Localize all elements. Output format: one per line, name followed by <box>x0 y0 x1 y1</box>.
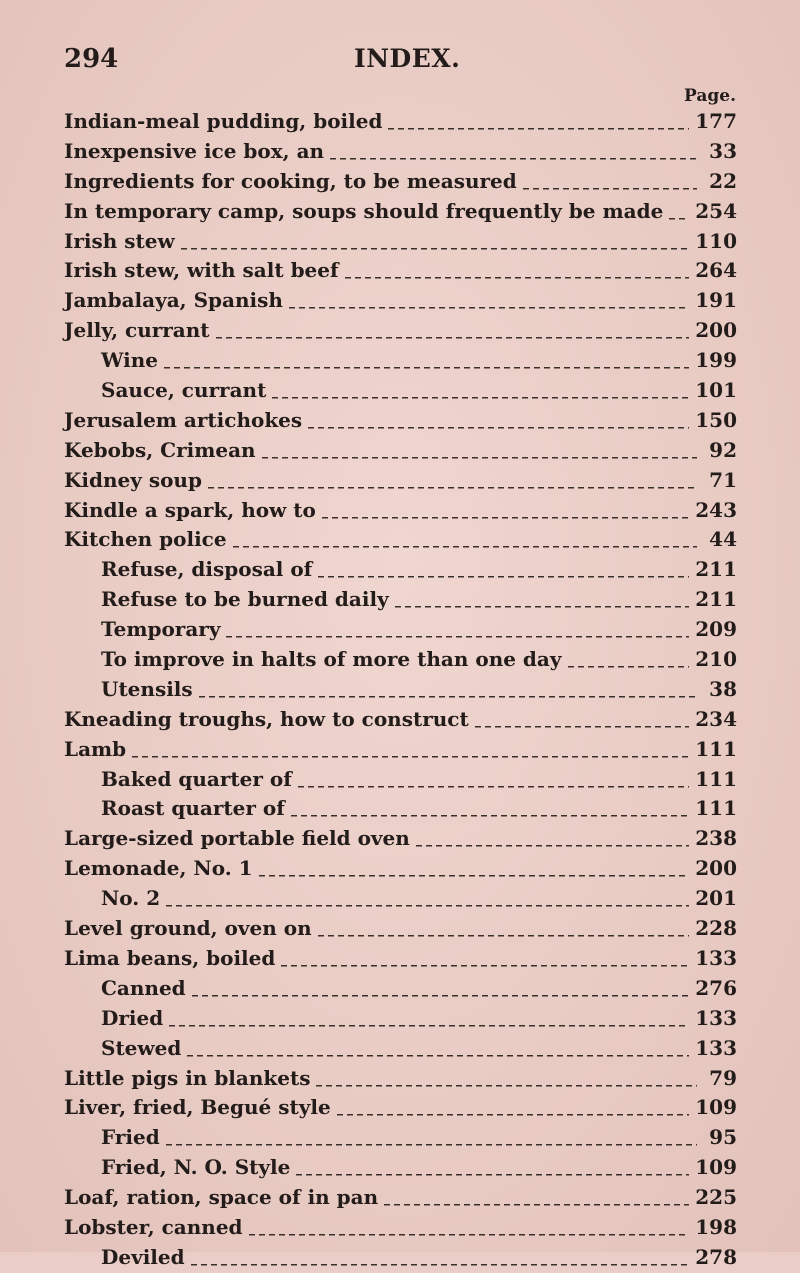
index-subentry <box>64 1123 737 1153</box>
entry-page: 225 <box>695 1185 737 1210</box>
entry-label: Lobster, canned <box>64 1214 243 1239</box>
index-entry <box>64 197 737 227</box>
dot-leader <box>388 107 689 137</box>
entry-page: 177 <box>695 109 737 133</box>
index-entry <box>64 1183 737 1213</box>
entry-page: 111 <box>695 766 737 791</box>
page-column-label: Page. <box>684 86 736 106</box>
dot-leader <box>523 167 697 197</box>
entry-page: 211 <box>695 587 737 612</box>
entry-label: Refuse, disposal of <box>101 557 313 582</box>
entry-label: Loaf, ration, space of in pan <box>64 1185 379 1210</box>
entry-page: 22 <box>709 168 737 193</box>
dot-leader <box>164 346 689 376</box>
index-entry <box>64 167 737 197</box>
entry-label: Irish stew <box>64 228 175 253</box>
index-entry <box>64 406 737 436</box>
entry-page: 101 <box>695 378 737 403</box>
index-subentry <box>64 585 737 615</box>
dot-leader <box>289 286 689 316</box>
index-entry <box>64 137 737 167</box>
index-entry <box>64 525 737 555</box>
index-entry <box>64 854 737 884</box>
index-subentry <box>64 794 737 824</box>
entry-label: Level ground, oven on <box>64 916 312 941</box>
entry-label: Kindle a spark, how to <box>64 497 316 522</box>
index-entry <box>64 824 737 854</box>
entry-page: 209 <box>695 617 737 642</box>
dot-leader <box>296 1153 689 1183</box>
entry-page: 133 <box>695 945 737 970</box>
dot-leader <box>192 974 690 1004</box>
dot-leader <box>308 406 689 436</box>
entry-page: 238 <box>695 826 737 851</box>
entry-label: Kitchen police <box>64 527 227 552</box>
index-subentry <box>64 675 737 705</box>
index-entry <box>64 944 737 974</box>
dot-leader <box>298 765 689 795</box>
entry-page: 228 <box>695 916 737 941</box>
dot-leader <box>322 496 689 526</box>
index-entry <box>64 914 737 944</box>
dot-leader <box>216 316 690 346</box>
entry-label: No. 2 <box>101 886 161 911</box>
entry-label: Fried, N. O. Style <box>101 1155 291 1180</box>
dot-leader <box>249 1213 690 1243</box>
entry-page: 44 <box>709 527 737 552</box>
entry-label: Lima beans, boiled <box>64 945 276 970</box>
entry-label: Lamb <box>64 736 127 761</box>
index-entry <box>64 496 737 526</box>
entry-page: 211 <box>695 557 737 582</box>
dot-leader <box>166 1123 697 1153</box>
dot-leader <box>166 884 689 914</box>
index-entry <box>64 316 737 346</box>
entry-page: 200 <box>695 318 737 343</box>
entry-page: 79 <box>709 1065 737 1090</box>
index-subentry <box>64 346 737 376</box>
dot-leader <box>199 675 697 705</box>
entry-page: 111 <box>695 736 737 761</box>
entry-page: 198 <box>695 1214 737 1239</box>
dot-leader <box>187 1034 689 1064</box>
dot-leader <box>337 1093 690 1123</box>
entry-page: 71 <box>709 467 737 492</box>
index-subentry <box>64 1034 737 1064</box>
entry-label: Little pigs in blankets <box>64 1065 311 1090</box>
dot-leader <box>395 585 690 615</box>
entry-label: Wine <box>101 348 158 373</box>
entry-page: 110 <box>695 228 737 253</box>
index-subentry <box>64 376 737 406</box>
entry-page: 243 <box>695 497 737 522</box>
entry-page: 92 <box>709 437 737 462</box>
entry-page: 133 <box>695 1035 737 1060</box>
index-subentry <box>64 765 737 795</box>
dot-leader <box>233 525 697 555</box>
dot-leader <box>132 735 689 765</box>
dot-leader <box>226 615 689 645</box>
entry-page: 210 <box>695 647 737 672</box>
entry-label: Lemonade, No. 1 <box>64 856 253 881</box>
entry-label: Fried <box>101 1125 160 1150</box>
dot-leader <box>384 1183 689 1213</box>
entry-label: Refuse to be burned daily <box>101 587 389 612</box>
entry-page: 109 <box>695 1155 737 1180</box>
entry-page: 278 <box>695 1244 737 1269</box>
entry-page: 191 <box>695 288 737 313</box>
index-list <box>64 107 737 1273</box>
dot-leader <box>169 1004 689 1034</box>
index-entry <box>64 1213 737 1243</box>
entry-label: Irish stew, with salt beef <box>64 258 339 283</box>
index-entry <box>64 286 737 316</box>
entry-label: Ingredients for cooking, to be measured <box>64 168 517 193</box>
dot-leader <box>475 705 690 735</box>
index-subentry <box>64 1153 737 1183</box>
entry-page: 254 <box>695 198 737 223</box>
entry-label: Kneading troughs, how to construct <box>64 706 469 731</box>
entry-page: 95 <box>709 1125 737 1150</box>
entry-page: 264 <box>695 258 737 283</box>
page-number: 294 <box>64 44 119 74</box>
entry-label: Indian-meal pudding, boiled <box>64 109 383 133</box>
entry-label: Kidney soup <box>64 467 202 492</box>
entry-page: 111 <box>695 796 737 821</box>
entry-label: Baked quarter of <box>101 766 292 791</box>
index-subentry <box>64 1004 737 1034</box>
entry-label: Dried <box>101 1005 164 1030</box>
dot-leader <box>291 794 689 824</box>
dot-leader <box>669 197 689 227</box>
entry-label: Inexpensive ice box, an <box>64 138 325 163</box>
entry-label: Stewed <box>101 1035 182 1060</box>
dot-leader <box>568 645 690 675</box>
entry-page: 150 <box>695 407 737 432</box>
entry-page: 33 <box>709 138 737 163</box>
index-entry <box>64 705 737 735</box>
running-title: INDEX. <box>354 44 461 73</box>
index-entry <box>64 1093 737 1123</box>
entry-label: Liver, fried, Begué style <box>64 1095 331 1120</box>
entry-label: Jambalaya, Spanish <box>64 288 283 313</box>
index-subentry <box>64 645 737 675</box>
index-subentry <box>64 1243 737 1273</box>
entry-label: In temporary camp, soups should frequently be made <box>64 198 664 223</box>
entry-page: 133 <box>695 1005 737 1030</box>
dot-leader <box>416 824 689 854</box>
entry-label: Large-sized portable field oven <box>64 826 410 851</box>
entry-label: Canned <box>101 975 186 1000</box>
dot-leader <box>259 854 690 884</box>
dot-leader <box>330 137 697 167</box>
entry-page: 199 <box>695 348 737 373</box>
entry-label: Jelly, currant <box>64 318 210 343</box>
index-entry <box>64 227 737 257</box>
entry-page: 109 <box>695 1095 737 1120</box>
entry-label: Sauce, currant <box>101 378 267 403</box>
index-entry <box>64 436 737 466</box>
index-subentry <box>64 615 737 645</box>
page-header <box>64 44 736 84</box>
dot-leader <box>181 227 690 257</box>
index-entry <box>64 256 737 286</box>
entry-page: 234 <box>695 706 737 731</box>
dot-leader <box>272 376 689 406</box>
index-entry <box>64 1064 737 1094</box>
entry-page: 200 <box>695 856 737 881</box>
dot-leader <box>318 555 689 585</box>
entry-label: Deviled <box>101 1244 185 1269</box>
dot-leader <box>316 1064 697 1094</box>
index-subentry <box>64 974 737 1004</box>
index-entry <box>64 735 737 765</box>
dot-leader <box>191 1243 690 1273</box>
index-entry <box>64 107 737 137</box>
entry-label: Jerusalem artichokes <box>64 407 303 432</box>
entry-label: Temporary <box>101 617 221 642</box>
dot-leader <box>262 436 697 466</box>
entry-label: Utensils <box>101 676 193 701</box>
dot-leader <box>208 466 697 496</box>
entry-label: To improve in halts of more than one day <box>101 647 562 672</box>
entry-page: 276 <box>695 975 737 1000</box>
index-entry <box>64 466 737 496</box>
entry-label: Kebobs, Crimean <box>64 437 256 462</box>
dot-leader <box>281 944 689 974</box>
dot-leader <box>318 914 690 944</box>
entry-page: 201 <box>695 886 737 911</box>
dot-leader <box>345 256 690 286</box>
index-subentry <box>64 555 737 585</box>
entry-page: 38 <box>709 676 737 701</box>
index-subentry <box>64 884 737 914</box>
entry-label: Roast quarter of <box>101 796 285 821</box>
